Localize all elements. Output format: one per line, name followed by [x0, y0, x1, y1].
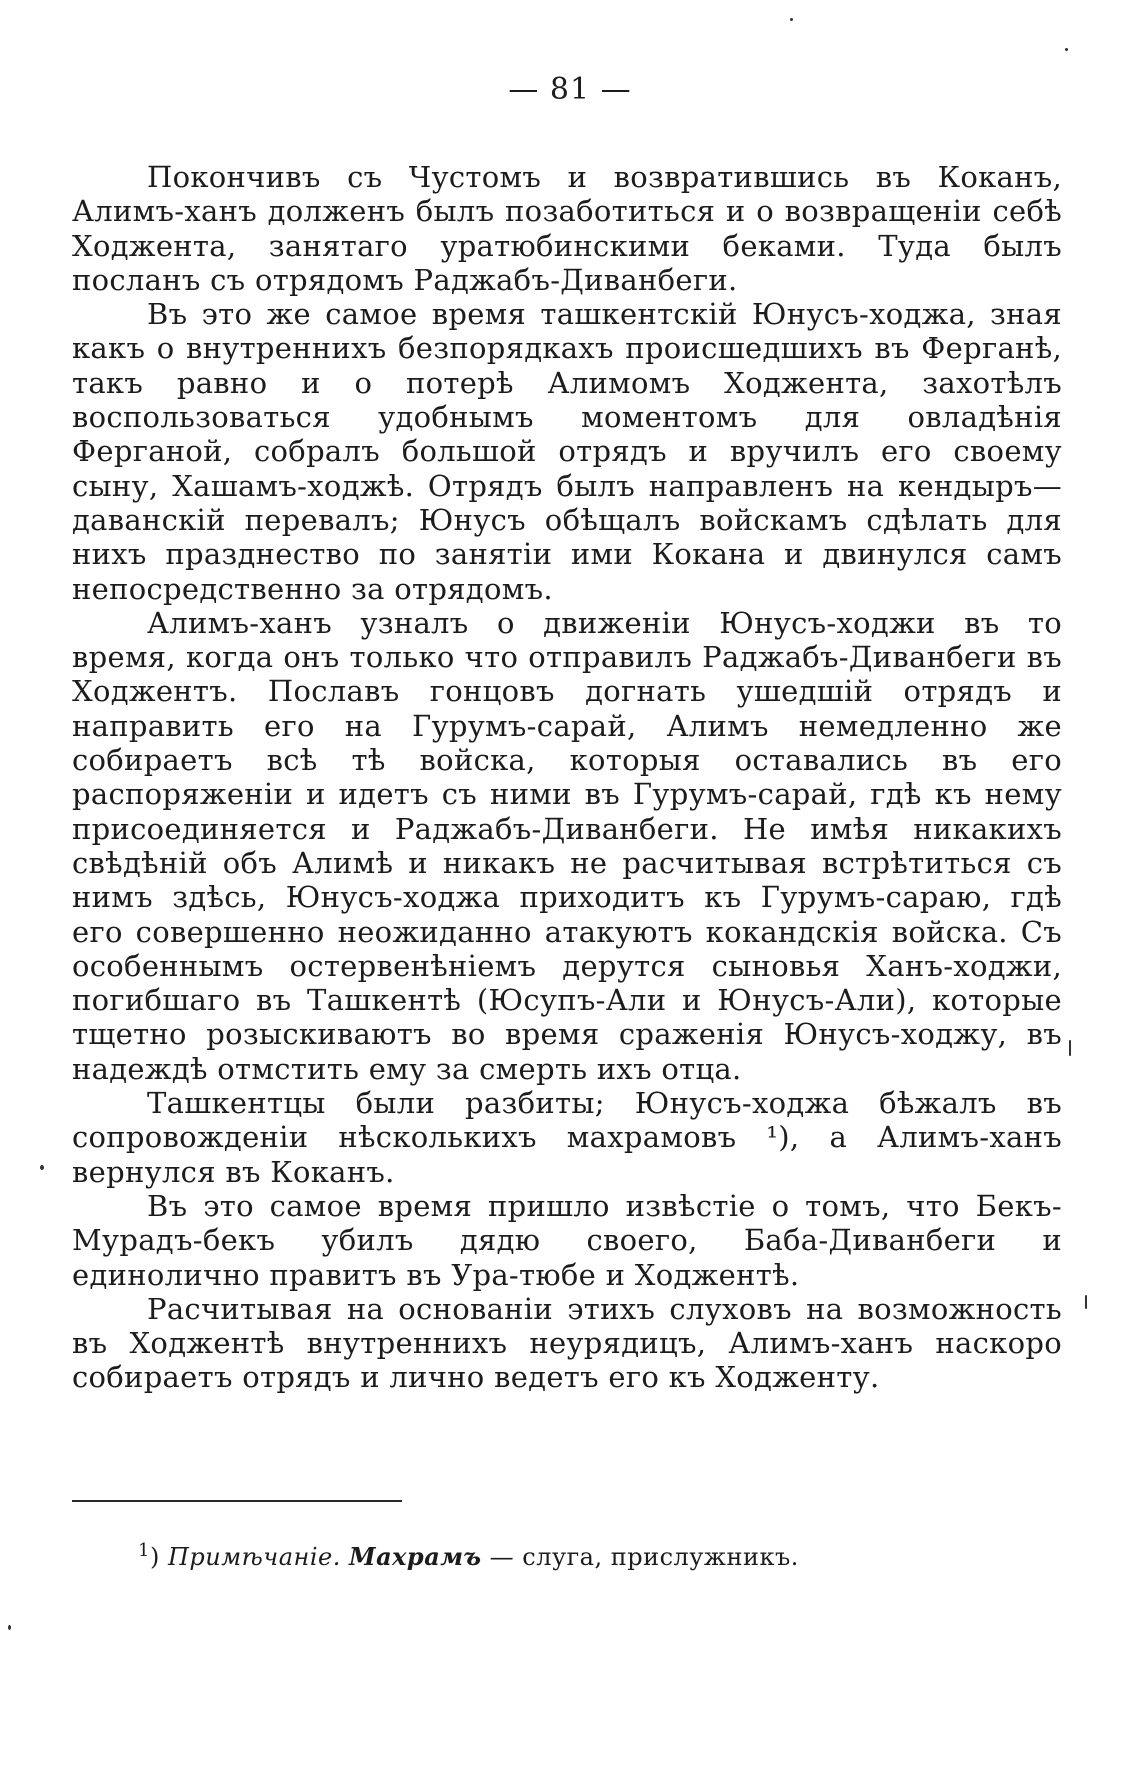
scan-speck — [1085, 1295, 1087, 1309]
body-text — [72, 160, 1062, 1395]
footnote-term: Махрамъ — [349, 1542, 482, 1571]
paragraph-5: Въ это самое время пришло извѣстіе о томъ, что Бекъ-Мурадъ-бекъ убилъ дядю своего, Баба-Диванбеги и единолично правитъ въ Ура-тюбе и Ходжентѣ. — [72, 1188, 1062, 1292]
footnote-divider — [72, 1500, 402, 1502]
paragraph-1: Покончивъ съ Чустомъ и возвратившись въ Коканъ, Алимъ-ханъ долженъ былъ позаботиться и о возвращеніи себѣ Ходжента, занятаго уратюбинскими беками. Туда былъ посланъ съ отрядомъ Раджабъ-Диванбеги. — [72, 160, 1062, 297]
footnote-bracket: ) — [149, 1543, 160, 1571]
scan-speck — [1065, 48, 1068, 51]
paragraph-4: Ташкентцы были разбиты; Юнусъ-ходжа бѣжалъ въ сопровожденіи нѣсколькихъ махрамовъ ¹), а Алимъ-ханъ вернулся въ Коканъ. — [72, 1086, 1062, 1189]
footnote-label: Примѣчаніе. — [167, 1543, 341, 1571]
scan-speck — [790, 18, 793, 21]
scan-speck — [1069, 1040, 1071, 1056]
footnote-marker: 1 — [138, 1540, 150, 1561]
footnote-definition: — слуга, прислужникъ. — [489, 1543, 799, 1571]
paragraph-6: Расчитывая на основаніи этихъ слуховъ на возможность въ Ходжентѣ внутреннихъ неурядицъ, Алимъ-ханъ наскоро собираетъ отрядъ и лично ведетъ его къ Ходженту. — [72, 1291, 1062, 1395]
footnote — [138, 1540, 1038, 1571]
page-number: — 81 — — [508, 72, 632, 107]
paragraph-3: Алимъ-ханъ узналъ о движеніи Юнусъ-ходжи въ то время, когда онъ только что отправилъ Раджабъ-Диванбеги въ Ходжентъ. Пославъ гонцовъ догнать ушедшій отрядъ и направить его на Гурумъ-сарай, Алимъ немедленно же собираетъ всѣ тѣ войска, которыя оставались въ его распоряженіи и идетъ съ ними въ Гурумъ-сарай, гдѣ къ нему присоединяется и Раджабъ-Диванбеги. Не имѣя никакихъ свѣдѣній объ Алимѣ и никакъ не расчитывая встрѣтиться съ нимъ здѣсь, Юнусъ-ходжа приходитъ къ Гурумъ-сараю, гдѣ его совершенно неожиданно атакуютъ кокандскія войска. Съ особеннымъ остервенѣніемъ дерутся сыновья Ханъ-ходжи, погибшаго въ Ташкентѣ (Юсупъ-Али и Юнусъ-Али), которые тщетно розыскиваютъ во время сраженія Юнусъ-ходжу, въ надеждѣ отмстить ему за смерть ихъ отца. — [72, 605, 1062, 1086]
scan-speck — [8, 1625, 11, 1630]
scan-speck — [40, 1165, 44, 1170]
paragraph-2: Въ это же самое время ташкентскій Юнусъ-ходжа, зная какъ о внутреннихъ безпорядкахъ происшедшихъ въ Ферганѣ, такъ равно и о потерѣ Алимомъ Ходжента, захотѣлъ воспользоваться удобнымъ моментомъ для овладѣнія Ферганой, собралъ большой отрядъ и вручилъ его своему сыну, Хашамъ-ходжѣ. Отрядъ былъ направленъ на кендыръ—даванскій перевалъ; Юнусъ обѣщалъ войскамъ сдѣлать для нихъ празднество по занятіи ими Кокана и двинулся самъ непосредственно за отрядомъ. — [72, 297, 1062, 606]
